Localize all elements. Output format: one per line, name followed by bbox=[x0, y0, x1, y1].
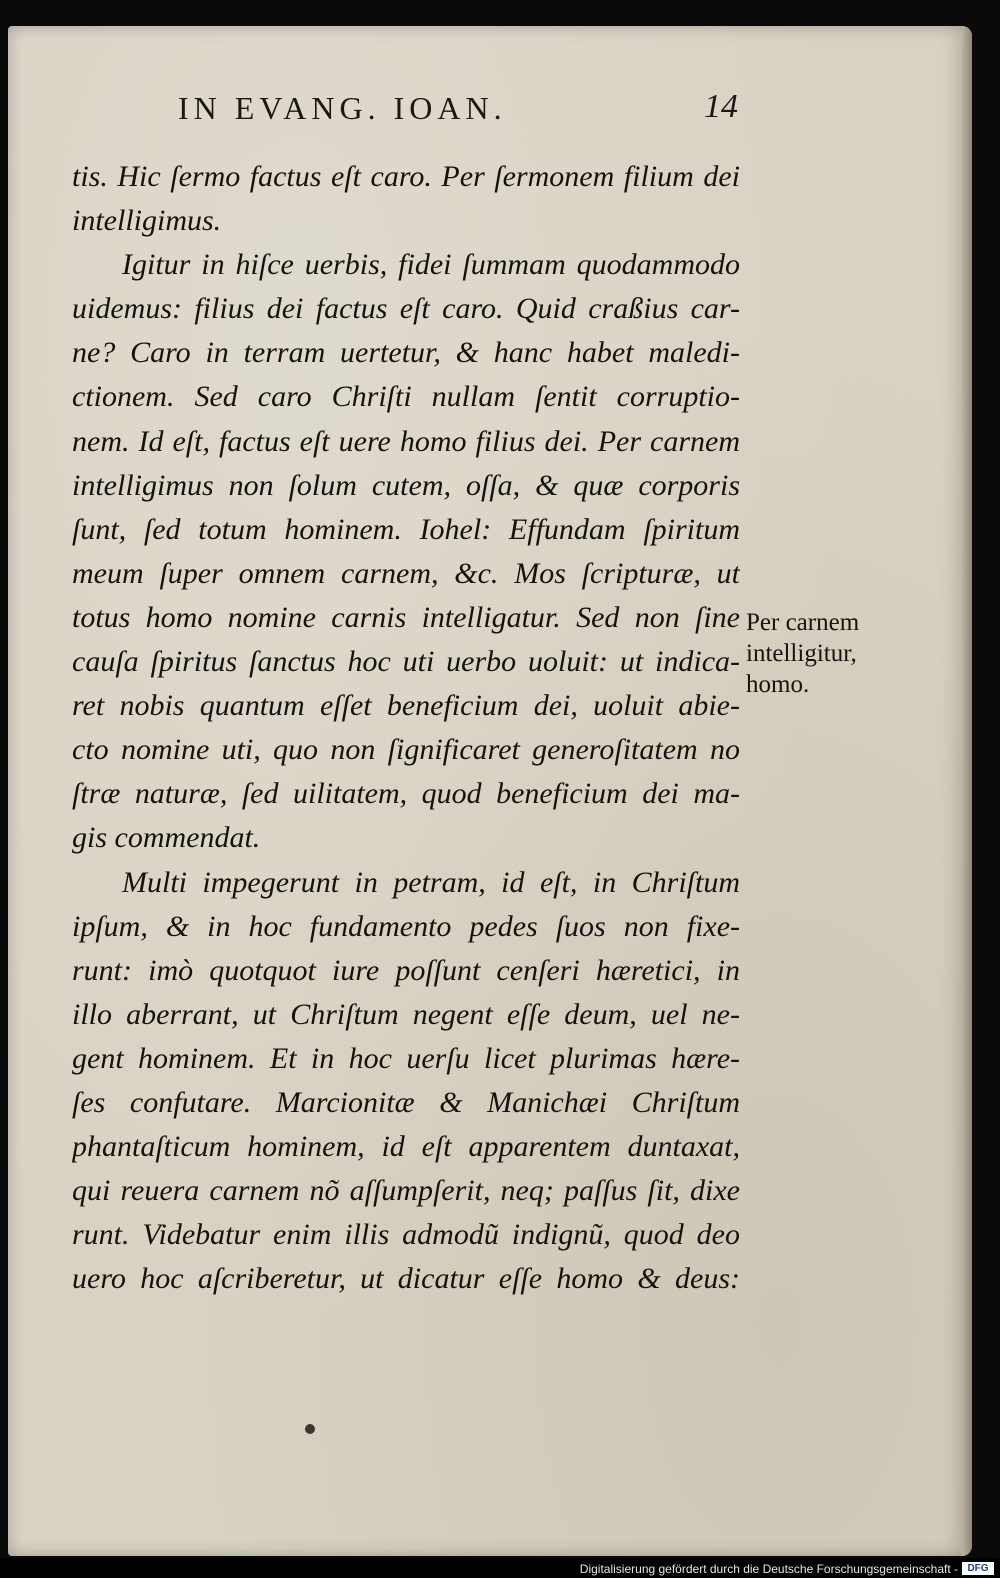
digitization-credit: Digitalisierung gefördert durch die Deutsche Forschungsgemeinschaft - bbox=[579, 1562, 958, 1576]
text-line: intelligimus. bbox=[72, 204, 222, 238]
page-edge bbox=[962, 26, 972, 1556]
page-number: 14 bbox=[704, 88, 738, 125]
text-line: ſtræ naturæ, ſed uilitatem, quod beneficium dei ma- bbox=[72, 777, 740, 811]
margin-note-line: Per carnem bbox=[746, 609, 860, 636]
footer-bar bbox=[0, 1558, 1000, 1578]
dfg-logo: DFG bbox=[962, 1562, 994, 1575]
text-line: cauſa ſpiritus ſanctus hoc uti uerbo uoluit: ut indica- bbox=[72, 645, 740, 679]
page-header bbox=[178, 90, 738, 130]
text-line: tis. Hic ſermo factus eſt caro. Per ſermonem filium dei bbox=[72, 160, 740, 193]
text-line: ret nobis quantum eſſet beneficium dei, uoluit abie- bbox=[72, 689, 740, 723]
text-line: ipſum, & in hoc fundamento pedes ſuos non fixe- bbox=[72, 909, 740, 943]
text-line: ne? Caro in terram uertetur, & hanc habet maledi- bbox=[72, 336, 740, 370]
text-line: ſes confutare. Marcionitæ & Manichæi Chriſtum bbox=[72, 1085, 740, 1119]
text-line: illo aberrant, ut Chriſtum negent eſſe deum, uel ne- bbox=[72, 997, 740, 1031]
margin-note-line: intelligitur, bbox=[746, 640, 857, 667]
running-head: IN EVANG. IOAN. bbox=[178, 90, 507, 126]
text-line: totus homo nomine carnis intelligatur. Sed non ſine bbox=[72, 600, 740, 634]
text-line: gent hominem. Et in hoc uerſu licet plurimas hære- bbox=[72, 1041, 740, 1075]
text-line: ſunt, ſed totum hominem. Iohel: Effundam ſpiritum bbox=[72, 512, 740, 546]
text-line: runt: imò quotquot iure poſſunt cenſeri hæretici, in bbox=[72, 953, 740, 987]
margin-note bbox=[746, 607, 946, 700]
text-line: cto nomine uti, quo non ſignificaret generoſitatem no bbox=[72, 733, 740, 767]
text-line: qui reuera carnem nõ aſſumpſerit, neq; paſſus ſit, dixe bbox=[72, 1174, 740, 1208]
margin-note-line: homo. bbox=[746, 671, 810, 698]
text-line: Multi impegerunt in petram, id eſt, in Chriſtum bbox=[122, 865, 740, 899]
text-line: ctionem. Sed caro Chriſti nullam ſentit corruptio- bbox=[72, 380, 740, 414]
ink-spot bbox=[305, 1424, 315, 1434]
text-line: uidemus: filius dei factus eſt caro. Quid craßius car- bbox=[72, 292, 740, 326]
text-line: phantaſticum hominem, id eſt apparentem duntaxat, bbox=[72, 1130, 740, 1164]
text-line: nem. Id eſt, factus eſt uere homo filius dei. Per carnem bbox=[72, 424, 740, 458]
text-line: uero hoc aſcriberetur, ut dicatur eſſe homo & deus: bbox=[72, 1262, 740, 1296]
body-text bbox=[72, 155, 740, 1301]
text-line: gis commendat. bbox=[72, 821, 261, 855]
text-line: Igitur in hiſce uerbis, fidei ſummam quodammodo bbox=[122, 248, 740, 282]
text-line: intelligimus non ſolum cutem, oſſa, & quæ corporis bbox=[72, 468, 740, 502]
text-line: meum ſuper omnem carnem, &c. Mos ſcripturæ, ut bbox=[72, 556, 740, 590]
text-line: runt. Videbatur enim illis admodũ indignũ, quod deo bbox=[72, 1218, 740, 1252]
